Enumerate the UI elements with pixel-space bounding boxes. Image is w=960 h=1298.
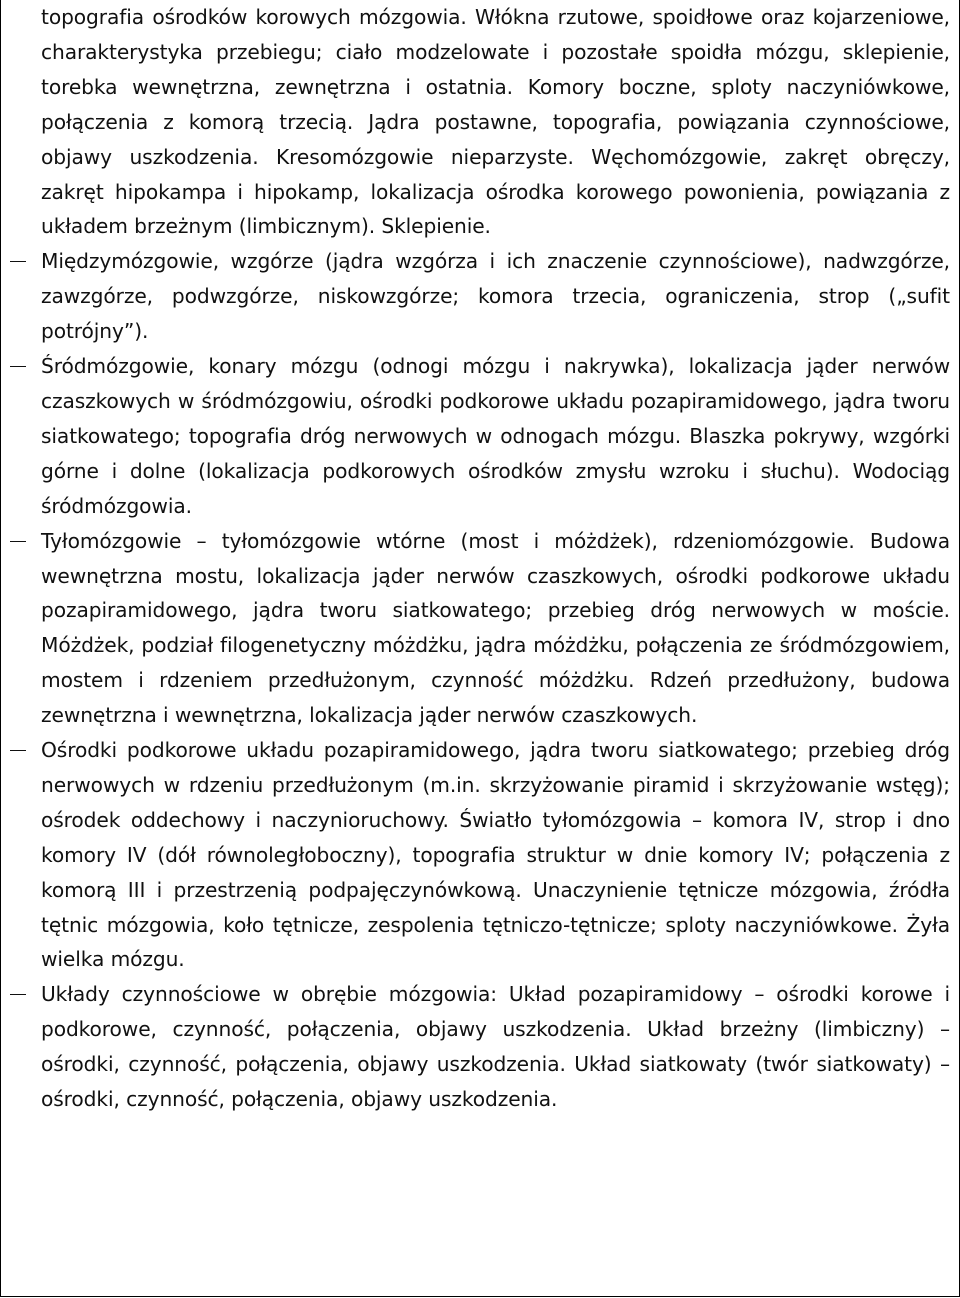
list-item-text: Śródmózgowie, konary mózgu (odnogi mózgu i nakrywka), lokalizacja jąder nerwów czaszkowych w śródmózgowiu, ośrodki podkorowe układu pozapiramidowego, jądra tworu siatkowatego; topografia dróg nerwowych w odnogach mózgu. Blaszka pokrywy, wzgórki górne i dolne (lokalizacja podkorowych ośrodków zmysłu wzroku i słuchu). Wodociąg śródmózgowia. [41, 354, 950, 518]
list-item-text: Międzymózgowie, wzgórze (jądra wzgórza i ich znaczenie czynnościowe), nadwzgórze, zawzgórze, podwzgórze, niskowzgórze; komora trzecia, ograniczenia, strop („sufit potrójny”). [41, 249, 950, 344]
list-item [41, 349, 950, 524]
list-item-text: Układy czynnościowe w obrębie mózgowia: Układ pozapiramidowy – ośrodki korowe i podkorowe, czynność, połączenia, objawy uszkodzenia. Układ brzeżny (limbiczny) – ośrodki, czynność, połączenia, objawy uszkodzenia. Układ siatkowaty (twór siatkowaty) – ośrodki, czynność, połączenia, objawy uszkodzenia. [41, 982, 950, 1112]
list-item-text: Ośrodki podkorowe układu pozapiramidowego, jądra tworu siatkowatego; przebieg dróg nerwowych w rdzeniu przedłużonym (m.in. skrzyżowanie piramid i skrzyżowanie wstęg); ośrodek oddechowy i naczynioruchowy. Światło tyłomózgowia – komora IV, strop i dno komory IV (dół równoległoboczny), topografia struktur w dnie komory IV; połączenia z komorą III i przestrzenią podpajęczynówkową. Unaczynienie tętnicze mózgowia, źródła tętnic mózgowia, koło tętnicze, zespolenia tętniczo-tętnicze; sploty naczyniówkowe. Żyła wielka mózgu. [41, 738, 950, 972]
dash-bullet-icon [10, 750, 26, 751]
dash-bullet-icon [10, 994, 26, 995]
list-item-text: Tyłomózgowie – tyłomózgowie wtórne (most i móżdżek), rdzeniomózgowie. Budowa wewnętrzna mostu, lokalizacja jąder nerwów czaszkowych, ośrodki podkorowe układu pozapiramidowego, jądra tworu siatkowatego; przebieg dróg nerwowych w moście. Móżdżek, podział filogenetyczny móżdżku, jądra móżdżku, połączenia ze śródmózgowiem, mostem i rdzeniem przedłużonym, czynność móżdżku. Rdzeń przedłużony, budowa zewnętrzna i wewnętrzna, lokalizacja jąder nerwów czaszkowych. [41, 528, 950, 728]
dash-bullet-icon [10, 366, 26, 367]
document-body [41, 0, 950, 1117]
list-item [41, 977, 950, 1117]
list-item [41, 244, 950, 349]
dash-bullet-icon [10, 541, 26, 542]
list-item [41, 733, 950, 977]
dash-bullet-icon [10, 261, 26, 262]
list-item [41, 524, 950, 733]
intro-paragraph: topografia ośrodków korowych mózgowia. Włókna rzutowe, spoidłowe oraz kojarzeniowe, charakterystyka przebiegu; ciało modzelowate i pozostałe spoidła mózgu, sklepienie, torebka wewnętrzna, zewnętrzna i ostatnia. Komory boczne, sploty naczyniówkowe, połączenia z komorą trzecią. Jądra postawne, topografia, powiązania czynnościowe, objawy uszkodzenia. Kresomózgowie nieparzyste. Węchomózgowie, zakręt obręczy, zakręt hipokampa i hipokamp, lokalizacja ośrodka korowego powonienia, powiązania z układem brzeżnym (limbicznym). Sklepienie. [41, 5, 950, 239]
